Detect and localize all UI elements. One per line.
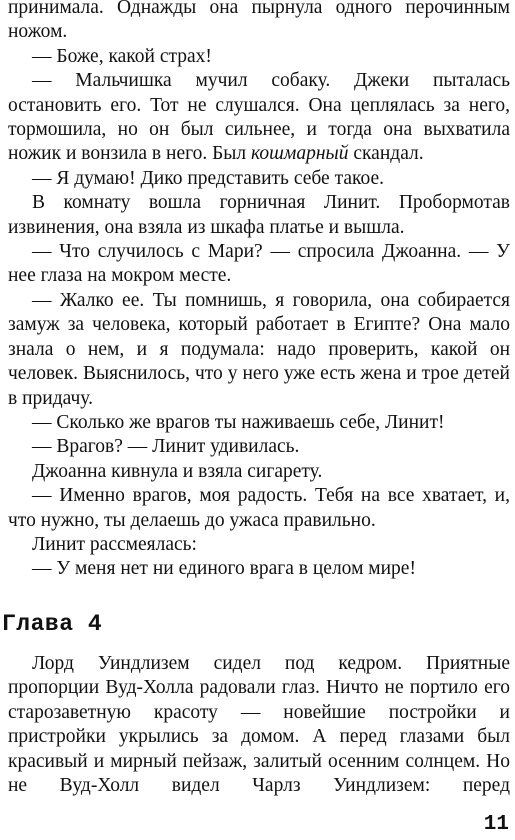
page-number: 11 [483,813,509,836]
paragraph: — Врагов? — Линит удивилась. [32,436,300,458]
paragraph: — Что случилось с Мари? — спросила Джоанна. — У нее глаза на мокром месте. [8,241,510,287]
paragraph-text: — Мальчишка мучил собаку. Джеки пыталась остановить его. Тот не слушался. Она цеплялась за него, тормошила, но он был сильнее, и тогда она выхватила ножик и вонзила в него. Был [8,70,510,165]
paragraph: Линит рассмеялась: [32,533,197,555]
paragraph-text: скандал. [348,143,424,165]
paragraph [8,69,510,167]
paragraph: — Именно врагов, моя радость. Тебя на все хватает, и, что нужно, ты делаешь до ужаса правильно. [8,485,510,531]
text-block-top [8,0,510,582]
chapter-heading: Глава 4 [2,611,103,637]
paragraph: Лорд Уиндлизем сидел под кедром. Приятные пропорции Вуд-Холла радовали глаз. Ничто не портило его старозаветную красоту — новейшие постройки и пристройки укрылись за домом. А перед глазами был красивый и мирный пейзаж, залитый осенним солнцем. Но не Вуд-Холл видел Чарлз Уиндлизем: перед [8,653,510,797]
paragraph: — Сколько же врагов ты наживаешь себе, Линит! [32,411,445,433]
text-block-bottom [8,652,510,798]
paragraph: Джоанна кивнула и взяла сигарету. [32,460,323,482]
paragraph: — Жалко ее. Ты помнишь, я говорила, она собирается замуж за человека, который работает в Египте? Она мало знала о нем, и я подумала: надо проверить, какой он человек. Выяснилось, что у него уже есть жена и трое детей в придачу. [8,289,510,409]
paragraph: В комнату вошла горничная Линит. Пробормотав извинения, она взяла из шкафа платье и вышла. [8,192,510,238]
italic-emphasis: кошмарный [251,143,349,165]
paragraph: — Я думаю! Дико представить себе такое. [32,167,384,189]
paragraph: принимала. Однажды она пырнула одного перочинным ножом. [8,0,510,43]
paragraph: — У меня нет ни единого врага в целом мире! [32,558,416,580]
paragraph: — Боже, какой страх! [32,45,212,67]
